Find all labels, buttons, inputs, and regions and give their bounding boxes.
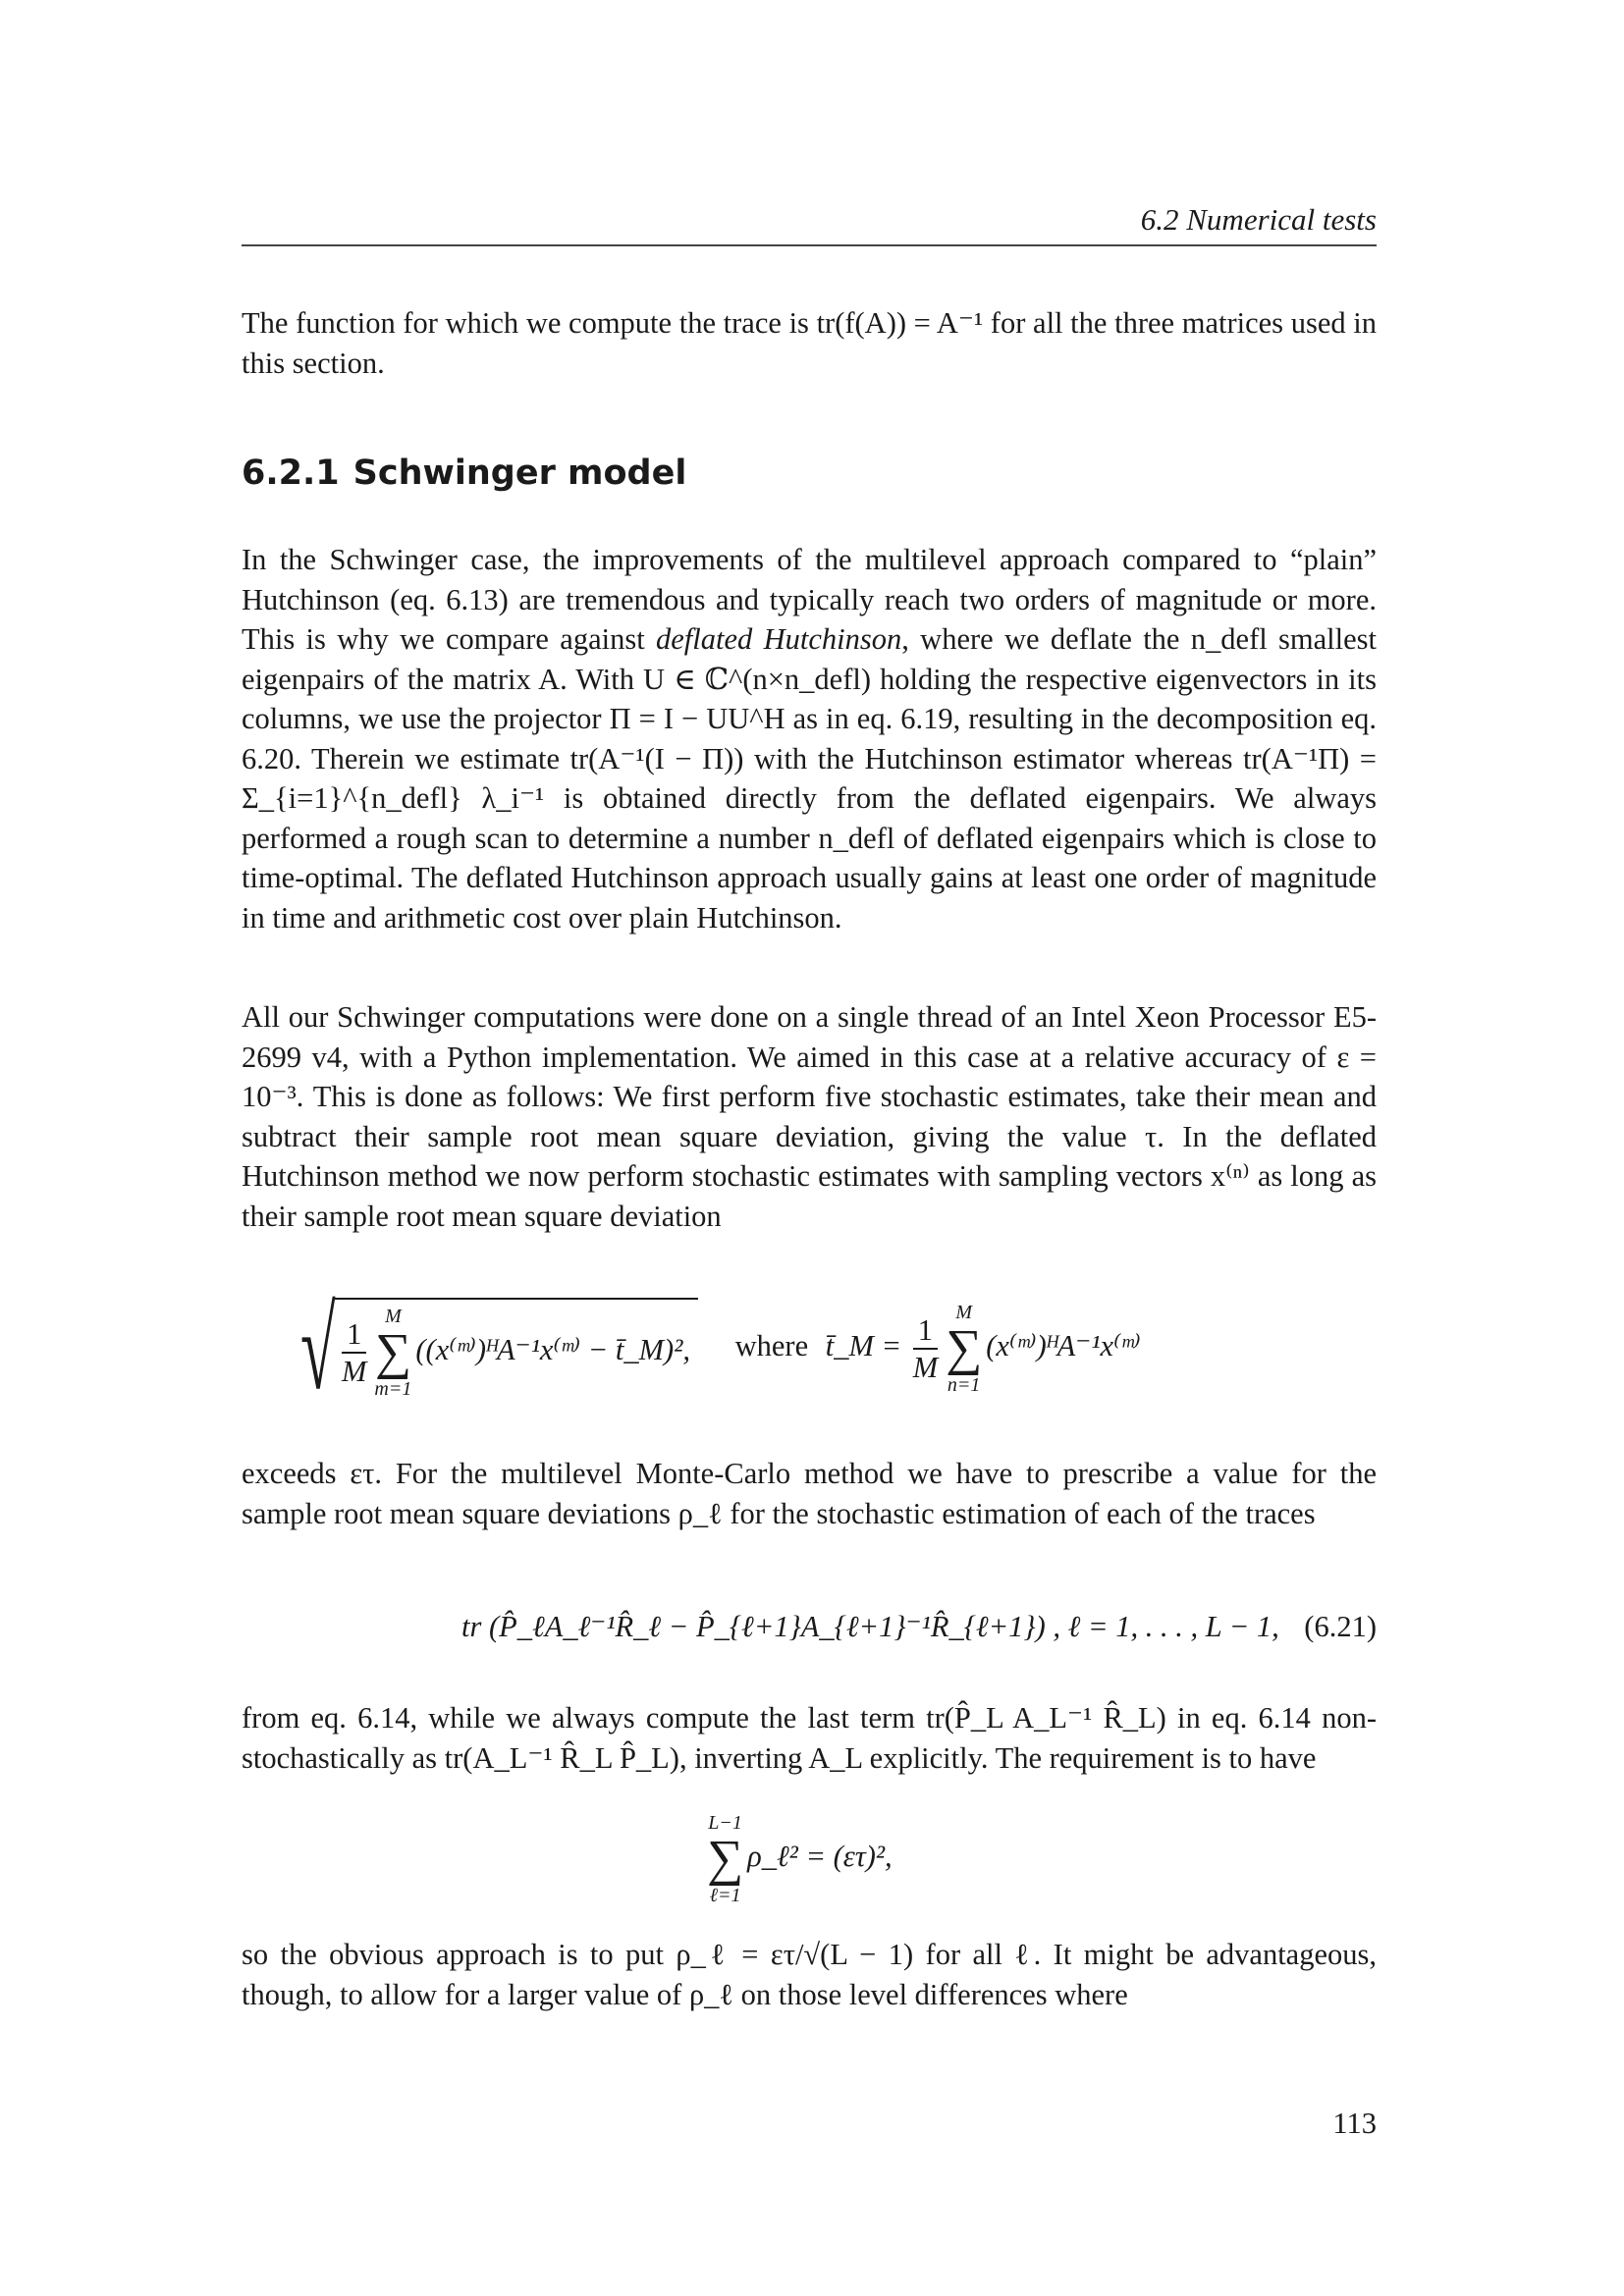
page-number: 113 [1332, 2107, 1377, 2140]
summand-1: ((x⁽ᵐ⁾)ᴴA⁻¹x⁽ᵐ⁾ − t̄_M)², [415, 1333, 690, 1366]
section-number: 6.2.1 [242, 454, 340, 493]
equation-rms-deviation [300, 1285, 1331, 1425]
sum-symbol-n: M ∑ n=1 [946, 1302, 983, 1396]
sum-symbol-ell: L−1 ∑ ℓ=1 [707, 1812, 744, 1906]
summand-2: (x⁽ᵐ⁾)ᴴA⁻¹x⁽ᵐ⁾ [986, 1329, 1141, 1362]
mean-definition-lhs: t̄_M = [825, 1329, 902, 1362]
paragraph-last-term: from eq. 6.14, while we always compute the last term tr(P̂_L A_L⁻¹ R̂_L) in eq. 6.14 non-stochastically as tr(A_L⁻¹ R̂_L P̂_L), inverting A_L explicitly. The requirement is to have [242, 1701, 1377, 1775]
section-title: Schwinger model [352, 454, 687, 493]
para1-text-a: In the Schwinger case, the improvements of the multilevel approach compared to “plain” Hutchinson (eq. 6.13) are tremendous and typically reach two orders of magnitude or more. This is why we compare against [242, 543, 1377, 656]
equation-6-21-body: tr (P̂_ℓA_ℓ⁻¹R̂_ℓ − P̂_{ℓ+1}A_{ℓ+1}⁻¹R̂_{ℓ+1}) , ℓ = 1, . . . , L − 1, [461, 1610, 1279, 1643]
where-word: where [734, 1329, 809, 1362]
fraction-1-over-M: $\frac{1}{M}$ [342, 1317, 367, 1388]
section-heading [242, 454, 686, 493]
paragraph-obvious-approach: so the obvious approach is to put ρ_ℓ = ετ/√(L − 1) for all ℓ. It might be advantageous, though, to allow for a larger value of ρ_ℓ on those level differences where [242, 1938, 1377, 2011]
equation-number: (6.21) [1304, 1610, 1377, 1643]
requirement-body: ρ_ℓ² = (ετ)², [747, 1840, 893, 1873]
paragraph-multilevel: exceeds ετ. For the multilevel Monte-Carlo method we have to prescribe a value for the sample root mean square deviations ρ_ℓ for the stochastic estimation of each of the traces [242, 1457, 1377, 1530]
sum-symbol-m: M ∑ m=1 [374, 1306, 412, 1400]
paragraph-deflated-hutchinson [242, 540, 1377, 937]
fraction-1-over-M-2: $\frac{1}{M}$ [912, 1313, 939, 1384]
header-rule [242, 244, 1377, 246]
equation-6-21 [242, 1610, 1377, 1649]
para1-text-b: , where we deflate the n_defl smallest eigenpairs of the matrix A. With U ∈ ℂ^(n×n_defl) holding the respective eigenvectors in its columns, we use the projector Π = I − UU^H as in eq. 6.19, resulting in the decomposition eq. 6.20. Therein we estimate tr(A⁻¹(I − Π)) with the Hutchinson estimator whereas tr(A⁻¹Π) = Σ_{i=1}^{n_defl} λ_i⁻¹ is obtained directly from the deflated eigenpairs. We always performed a rough scan to determine a number n_defl of deflated eigenpairs which is close to time-optimal. The deflated Hutchinson approach usually gains at least one order of magnitude in time and arithmetic cost over plain Hutchinson. [242, 622, 1377, 934]
para1-emphasis: deflated Hutchinson [656, 622, 902, 656]
intro-paragraph: The function for which we compute the trace is tr(f(A)) = A⁻¹ for all the three matrices used in this section. [242, 306, 1377, 380]
paragraph-schwinger-computations: All our Schwinger computations were done on a single thread of an Intel Xeon Processor E5-2699 v4, with a Python implementation. We aimed in this case at a relative accuracy of ε = 10⁻³. This is done as follows: We first perform five stochastic estimates, take their mean and subtract their sample root mean square deviation, giving the value τ. In the deflated Hutchinson method we now perform stochastic estimates with sampling vectors x⁽ⁿ⁾ as long as their sample root mean square deviation [242, 1000, 1377, 1233]
running-head: 6.2 Numerical tests [1140, 202, 1377, 237]
sqrt-symbol: √ $\frac{1}{M}$ M ∑ m=1 ((x⁽ᵐ⁾)ᴴA⁻¹x⁽ᵐ⁾ − t̄_M)², [300, 1298, 698, 1400]
equation-requirement [703, 1812, 1096, 1910]
